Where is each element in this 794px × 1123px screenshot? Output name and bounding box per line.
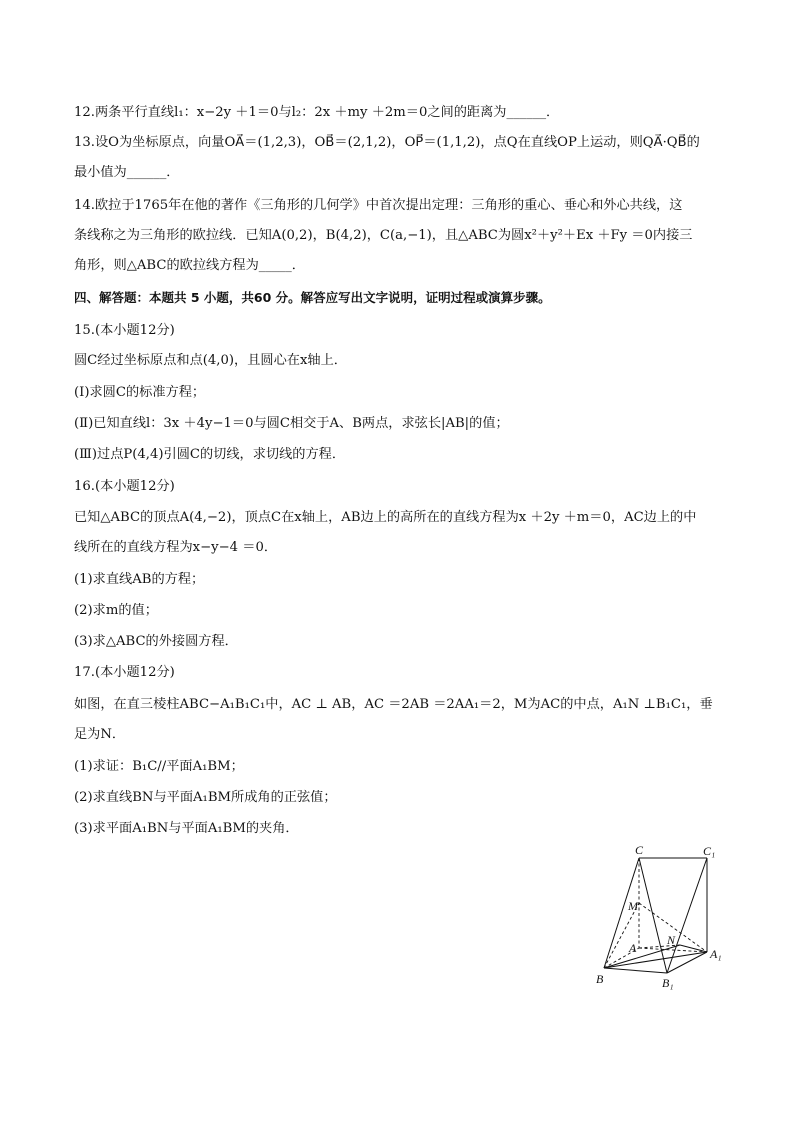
- label-a: A: [629, 941, 637, 955]
- label-b1: B₁: [662, 976, 674, 990]
- question-17-part-2: (2)求直线BN与平面A₁BM所成角的正弦值；: [74, 790, 337, 805]
- question-17-part-3: (3)求平面A₁BN与平面A₁BM的夹角．: [74, 821, 299, 836]
- question-14-line-2: 条线称之为三角形的欧拉线．已知A(0,2)，B(4,2)，C(a,−1)，且△ABC为圆x²＋y²＋Ex ＋Fy ＝0内接三: [74, 228, 693, 243]
- section-heading: 四、解答题：本题共 5 小题，共60 分。解答应写出文字说明，证明过程或演算步骤。: [74, 290, 551, 305]
- question-16-header: 16.(本小题12分): [74, 479, 175, 494]
- question-15-stem: 圆C经过坐标原点和点(4,0)，且圆心在x轴上．: [74, 353, 347, 368]
- prism-figure: [592, 840, 732, 990]
- prism-diagram: [592, 840, 732, 990]
- question-17-part-1: (1)求证：B₁C//平面A₁BM；: [74, 759, 244, 774]
- label-a1: A₁: [710, 947, 722, 961]
- question-17-stem-1: 如图，在直三棱柱ABC−A₁B₁C₁中，AC ⊥ AB，AC ＝2AB ＝2AA₁＝2，M为AC的中点，A₁N ⊥B₁C₁，垂: [74, 697, 713, 712]
- label-n: N: [667, 933, 676, 947]
- question-16-part-1: (1)求直线AB的方程；: [74, 572, 205, 587]
- label-m: M: [628, 899, 638, 913]
- edge-b-b1: [604, 968, 667, 973]
- question-12: 12.两条平行直线l₁：x−2y ＋1＝0与l₂：2x ＋my ＋2m＝0之间的距离为______．: [74, 105, 560, 120]
- question-13-line-2: 最小值为______．: [74, 165, 180, 180]
- question-16-part-3: (3)求△ABC的外接圆方程．: [74, 634, 238, 649]
- question-17-header: 17.(本小题12分): [74, 665, 175, 680]
- question-14-line-1: 14.欧拉于1765年在他的著作《三角形的几何学》中首次提出定理：三角形的重心、垂心和外心共线，这: [74, 198, 683, 213]
- edge-b-n: [604, 945, 680, 968]
- question-16-part-2: (2)求m的值；: [74, 603, 158, 618]
- label-c: C: [635, 843, 644, 857]
- question-15-header: 15.(本小题12分): [74, 323, 175, 338]
- question-16-stem-1: 已知△ABC的顶点A(4,−2)，顶点C在x轴上，AB边上的高所在的直线方程为x ＋2y ＋m＝0，AC边上的中: [74, 510, 697, 525]
- question-15-part-1: (Ⅰ)求圆C的标准方程；: [74, 385, 206, 400]
- label-b: B: [596, 972, 604, 986]
- edge-a-a1-hidden: [639, 948, 707, 952]
- question-17-stem-2: 足为N．: [74, 727, 126, 742]
- label-c1: C₁: [703, 844, 716, 858]
- edge-c1-b1: [667, 858, 707, 973]
- question-15-part-2: (Ⅱ)已知直线l：3x ＋4y−1＝0与圆C相交于A、B两点，求弦长|AB|的值；: [74, 416, 509, 431]
- question-14-line-3: 角形，则△ABC的欧拉线方程为_____．: [74, 258, 305, 273]
- question-15-part-3: (Ⅲ)过点P(4,4)引圆C的切线，求切线的方程．: [74, 447, 346, 462]
- question-13-line-1: 13.设O为坐标原点，向量OA⃗＝(1,2,3)，OB⃗＝(2,1,2)，OP⃗＝(1,1,2)，点Q在直线OP上运动，则QA⃗·QB⃗的: [74, 135, 700, 150]
- question-16-stem-2: 线所在的直线方程为x−y−4 ＝0．: [74, 540, 278, 555]
